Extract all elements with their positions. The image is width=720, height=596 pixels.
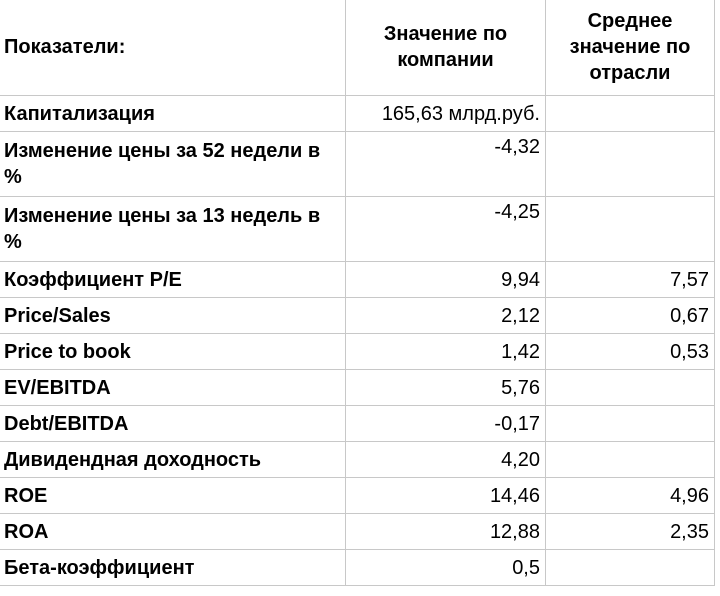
industry-value-cell[interactable] [546,442,715,478]
table-row [0,132,715,197]
company-value-cell[interactable]: -4,32 [346,132,546,197]
company-value-cell[interactable]: 14,46 [346,478,546,514]
industry-value-cell[interactable]: 7,57 [546,262,715,298]
table-row [0,478,715,514]
table-row [0,442,715,478]
company-value-cell[interactable]: 0,5 [346,550,546,586]
industry-value-cell[interactable] [546,197,715,262]
header-industry-average[interactable]: Среднее значение по отрасли [546,0,715,96]
header-company-value[interactable]: Значение по компании [346,0,546,96]
table-row [0,298,715,334]
row-label[interactable]: EV/EBITDA [0,370,346,406]
table-row [0,514,715,550]
company-value-cell[interactable]: 165,63 млрд.руб. [346,96,546,132]
industry-value-cell[interactable] [546,370,715,406]
company-value-cell[interactable]: -0,17 [346,406,546,442]
row-label[interactable]: Коэффициент P/E [0,262,346,298]
table-row [0,406,715,442]
company-value-cell[interactable]: -4,25 [346,197,546,262]
row-label[interactable]: Бета-коэффициент [0,550,346,586]
industry-value-cell[interactable] [546,132,715,197]
table-row [0,334,715,370]
company-value-cell[interactable]: 1,42 [346,334,546,370]
industry-value-cell[interactable]: 0,67 [546,298,715,334]
table-row [0,262,715,298]
row-label[interactable]: Изменение цены за 52 недели в % [0,132,346,197]
table-row [0,370,715,406]
industry-value-cell[interactable]: 2,35 [546,514,715,550]
company-value-cell[interactable]: 12,88 [346,514,546,550]
header-indicators[interactable]: Показатели: [0,0,346,96]
table-row [0,96,715,132]
company-value-cell[interactable]: 2,12 [346,298,546,334]
industry-value-cell[interactable]: 0,53 [546,334,715,370]
company-value-cell[interactable]: 4,20 [346,442,546,478]
industry-value-cell[interactable] [546,550,715,586]
table-row [0,550,715,586]
row-label[interactable]: ROE [0,478,346,514]
company-value-cell[interactable]: 9,94 [346,262,546,298]
row-label[interactable]: Price to book [0,334,346,370]
table-row [0,197,715,262]
row-label[interactable]: Price/Sales [0,298,346,334]
industry-value-cell[interactable] [546,96,715,132]
company-value-cell[interactable]: 5,76 [346,370,546,406]
row-label[interactable]: Дивидендная доходность [0,442,346,478]
row-label[interactable]: Изменение цены за 13 недель в % [0,197,346,262]
industry-value-cell[interactable]: 4,96 [546,478,715,514]
row-label[interactable]: Капитализация [0,96,346,132]
industry-value-cell[interactable] [546,406,715,442]
row-label[interactable]: Debt/EBITDA [0,406,346,442]
header-row [0,0,715,96]
row-label[interactable]: ROA [0,514,346,550]
